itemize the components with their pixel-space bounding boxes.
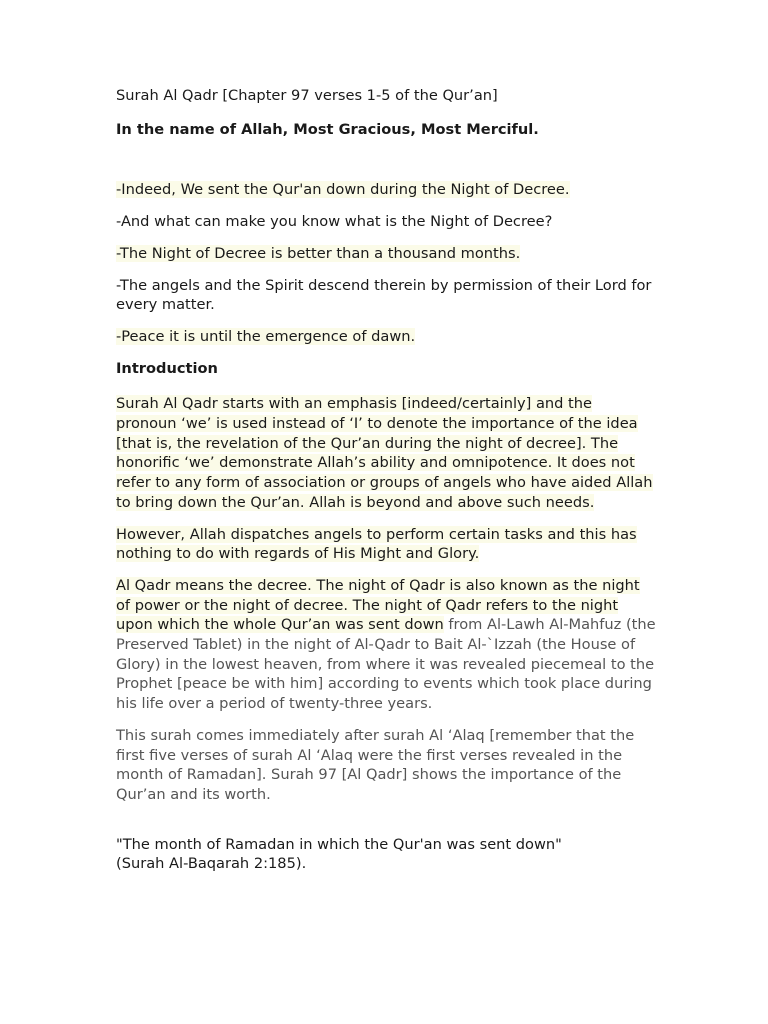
paragraph-3-rest: from Al-Lawh Al-Mahfuz (the Preserved Tablet) in the night of Al-Qadr to Bait Al-`Izzah (the House of Glory) in the lowest heaven, from where it was revealed piecemeal to the Prophet [peace be with him] according to events which took place during his life over a period of twenty-three years. <box>116 616 656 713</box>
paragraph-1 <box>116 394 656 512</box>
quote-citation: (Surah Al-Baqarah 2:185). <box>116 855 307 873</box>
introduction-heading: Introduction <box>116 359 218 377</box>
verse-3 <box>116 244 656 264</box>
document-body <box>116 86 656 874</box>
paragraph-2 <box>116 525 656 564</box>
paragraph-3-highlighted: Al Qadr means the decree. The night of Qadr is also known as the night of power or the night of decree. The night of Qadr refers to the night upon which the whole Qur’an was sent down <box>116 576 640 634</box>
verse-1-text: -Indeed, We sent the Qur'an down during the Night of Decree. <box>116 181 570 199</box>
paragraph-3 <box>116 576 656 714</box>
verse-4: -The angels and the Spirit descend therein by permission of their Lord for every matter. <box>116 276 652 314</box>
basmala-heading: In the name of Allah, Most Gracious, Most Merciful. <box>116 120 539 138</box>
verse-1 <box>116 180 656 200</box>
paragraph-2-text: However, Allah dispatches angels to perform certain tasks and this has nothing to do with regards of His Might and Glory. <box>116 525 637 563</box>
verse-2: -And what can make you know what is the Night of Decree? <box>116 213 553 231</box>
verse-5-text: -Peace it is until the emergence of dawn. <box>116 327 416 345</box>
verse-3-text: -The Night of Decree is better than a thousand months. <box>116 244 521 262</box>
document-title: Surah Al Qadr [Chapter 97 verses 1-5 of the Qur’an] <box>116 87 498 104</box>
paragraph-4: This surah comes immediately after surah Al ‘Alaq [remember that the first five verses of surah Al ‘Alaq were the first verses revealed in the month of Ramadan]. Surah 97 [Al Qadr] shows the importance of the Qur’an and its worth. <box>116 726 635 803</box>
paragraph-1-text: Surah Al Qadr starts with an emphasis [indeed/certainly] and the pronoun ‘we’ is used instead of ‘I’ to denote the importance of the idea [that is, the revelation of the Qur’an during the night of decree]. The honorific ‘we’ demonstrate Allah’s ability and omnipotence. It does not refer to any form of association or groups of angels who have aided Allah to bring down the Qur’an. Allah is beyond and above such needs. <box>116 395 653 511</box>
verse-5 <box>116 327 656 347</box>
quote-line: "The month of Ramadan in which the Qur'an was sent down" <box>116 835 562 853</box>
